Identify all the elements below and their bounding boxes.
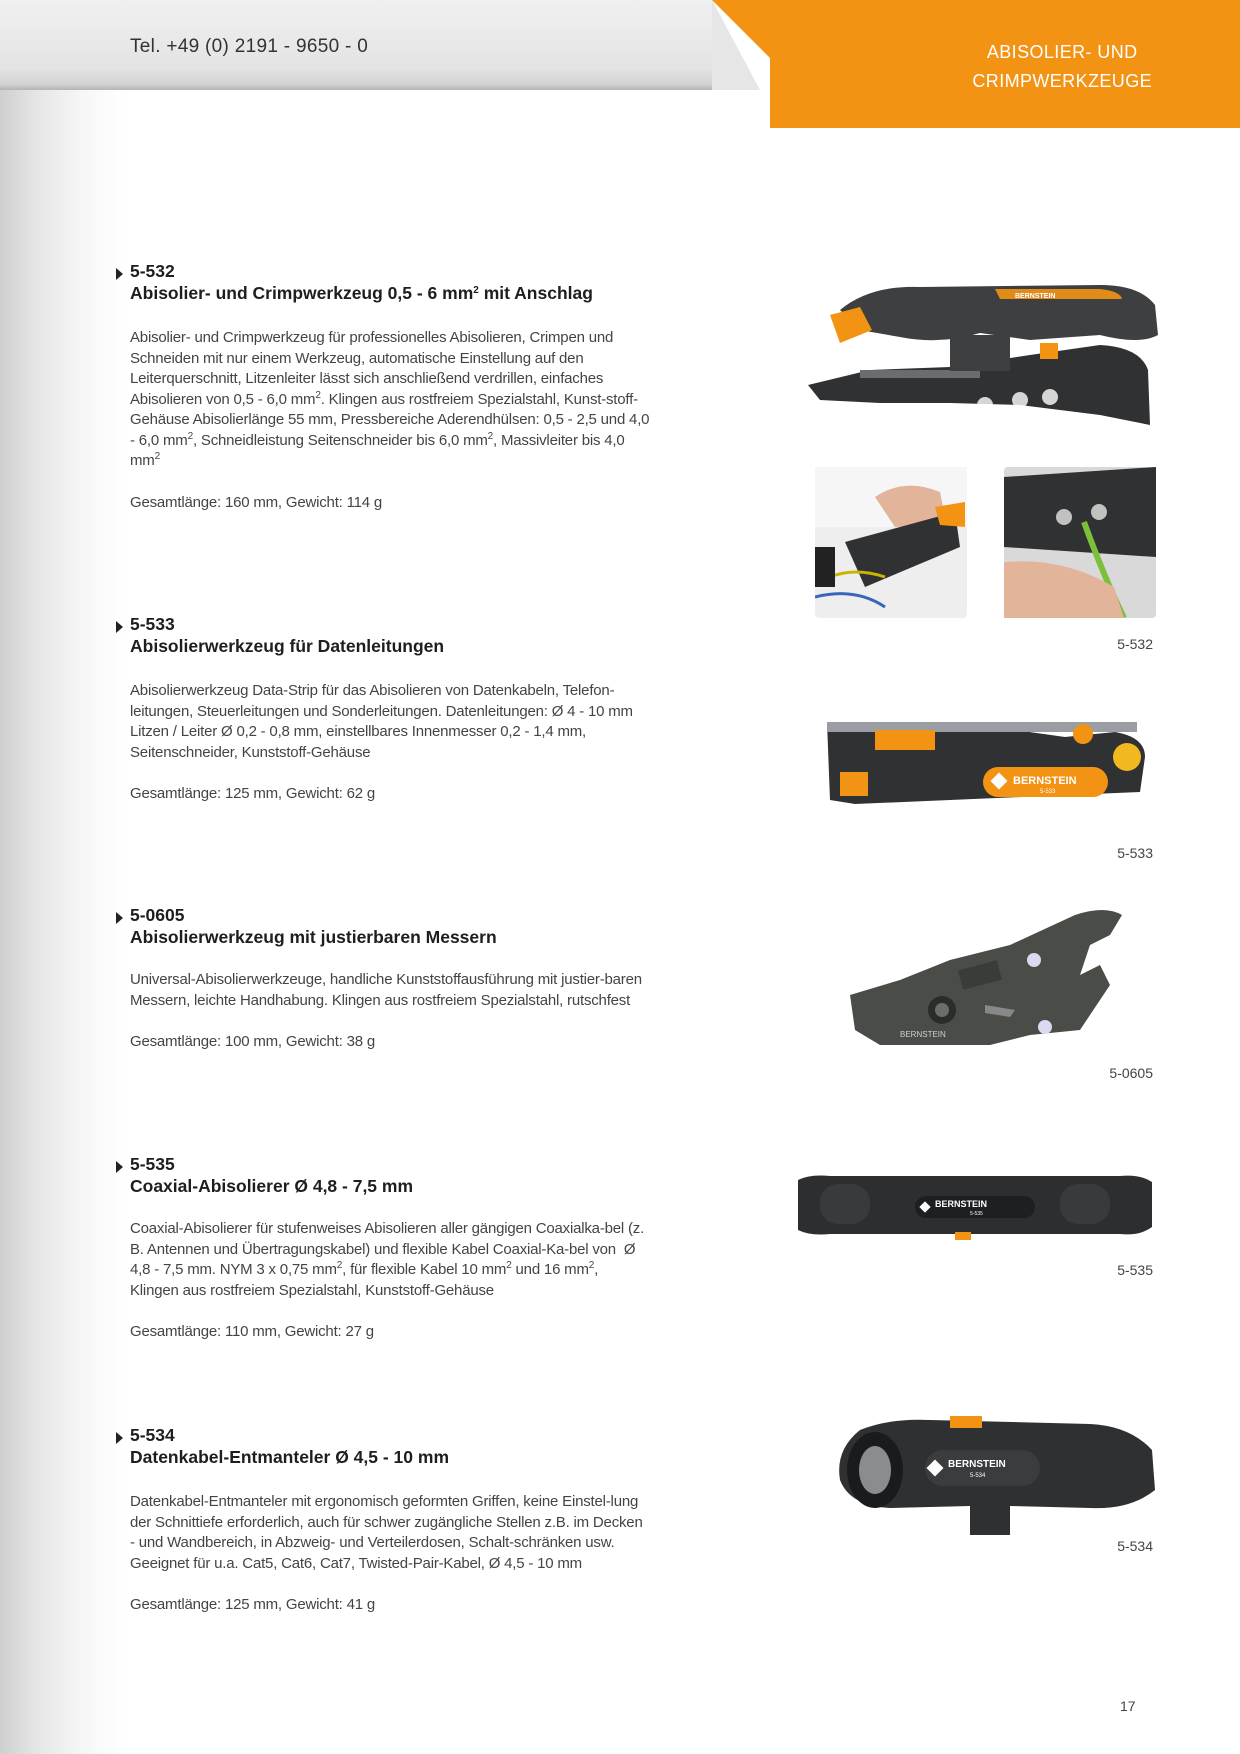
product-5-0605 (116, 905, 656, 1050)
section-title-line1: ABISOLIER- UND (986, 42, 1138, 62)
product-description: Coaxial-Abisolierer für stufenweises Abisolieren aller gängigen Coaxialka-bel (z. B. Antennen und Übertragungskabel) und flexible Kabel Coaxial-Ka-bel von Ø 4,8 - 7,5 mm. NYM 3 x 0,75 $mm^2$, für flexible Kabel 10 $mm^2$ und 16 $mm^2$, Klingen aus rostfreiem Spezialstahl, Kunststoff-Gehäuse (130, 1220, 645, 1299)
product-image-5-535 (790, 1172, 1155, 1247)
product-image-5-532 (800, 275, 1165, 440)
product-5-534 (116, 1425, 656, 1613)
tool-logo-text: BERNSTEIN (1015, 293, 1056, 300)
product-title: Abisolier- und Crimpwerkzeug 0,5 - 6 $mm^2$ mit Anschlag (130, 283, 593, 303)
tool-logo-text: BERNSTEIN (948, 1459, 1006, 1470)
bullet-arrow-icon (116, 621, 123, 633)
image-caption-5-533: 5-533 (1117, 845, 1153, 861)
product-specs: Gesamtlänge: 110 mm, Gewicht: 27 g (130, 1323, 374, 1340)
bullet-arrow-icon (116, 1432, 123, 1444)
product-specs: Gesamtlänge: 160 mm, Gewicht: 114 g (130, 493, 383, 511)
product-number: 5-532 (130, 261, 175, 281)
product-5-533 (116, 614, 656, 802)
product-image-5-0605 (840, 905, 1125, 1055)
product-photo-in-use-2 (1004, 467, 1156, 618)
product-description: Datenkabel-Entmanteler mit ergonomisch geformten Griffen, keine Einstel-lung der Schnittiefe erforderlich, auch für schwer zugängliche Stellen z.B. im Decken - und Wandbereich, in Abzweig- und Verteilerdosen, Schalt-schränken usw. Geeignet für u.a. Cat5, Cat6, Cat7, Twisted-Pair-Kabel, Ø 4,5 - 10 mm (130, 1493, 643, 1572)
product-specs: Gesamtlänge: 125 mm, Gewicht: 41 g (130, 1596, 375, 1613)
product-number: 5-0605 (130, 905, 185, 925)
page-side-shadow (0, 0, 125, 1754)
section-title-line2: CRIMPWERKZEUGE (972, 71, 1152, 91)
header-phone: Tel. +49 (0) 2191 - 9650 - 0 (130, 36, 369, 57)
product-5-532 (116, 261, 656, 511)
product-description: Abisolierwerkzeug Data-Strip für das Abisolieren von Datenkabeln, Telefon-leitungen, Steuerleitungen und Sonderleitungen. Datenleitungen: Ø 4 - 10 mm Litzen / Leiter Ø 0,2 - 0,8 mm, einstellbares Innenmesser 0,2 - 1,4 mm, Seitenschneider, Kunststoff-Gehäuse (130, 682, 633, 761)
product-title: Abisolierwerkzeug mit justierbaren Messern (130, 927, 497, 947)
product-title: Datenkabel-Entmanteler Ø 4,5 - 10 mm (130, 1447, 449, 1467)
product-number: 5-535 (130, 1154, 175, 1174)
product-specs: Gesamtlänge: 125 mm, Gewicht: 62 g (130, 785, 375, 802)
tool-logo-text: BERNSTEIN (935, 1199, 988, 1209)
tool-logo-text: BERNSTEIN (900, 1030, 946, 1039)
image-caption-5-0605: 5-0605 (1109, 1065, 1153, 1081)
product-description: Abisolier- und Crimpwerkzeug für professionelles Abisolieren, Crimpen und Schneiden mit nur einem Werkzeug, automatische Einstellung auf den Leiterquerschnitt, Litzenleiter lässt sich anschließend verdrillen, einfaches Abisolieren von 0,5 - 6,0 $mm^2$. Klingen aus rostfreiem Spezialstahl, Kunst-stoff-Gehäuse Abisolierlänge 55 mm, Pressbereiche Aderendhülsen: 0,5 - 2,5 und 4,0 - 6,0 $mm^2$, Schneidleistung Seitenschneider bis 6,0 $mm^2$, Massivleiter bis 4,0 $mm^2$ (130, 329, 650, 469)
tool-logo-model: 5-535 (970, 1211, 983, 1217)
tool-logo-model: 5-534 (970, 1473, 986, 1479)
bullet-arrow-icon (116, 912, 123, 924)
product-specs: Gesamtlänge: 100 mm, Gewicht: 38 g (130, 1033, 375, 1050)
product-title: Coaxial-Abisolierer Ø 4,8 - 7,5 mm (130, 1176, 414, 1196)
product-number: 5-533 (130, 614, 175, 634)
product-number: 5-534 (130, 1425, 175, 1445)
product-image-5-533 (815, 712, 1160, 812)
image-caption-5-532: 5-532 (1117, 636, 1153, 652)
tool-logo-text: BERNSTEIN (1013, 775, 1077, 787)
image-caption-5-535: 5-535 (1117, 1262, 1153, 1278)
page-number: 17 (1120, 1698, 1136, 1714)
section-title (972, 38, 1152, 96)
bullet-arrow-icon (116, 1161, 123, 1173)
product-5-535 (116, 1154, 656, 1340)
tool-logo-model: 5-533 (1040, 789, 1056, 795)
bullet-arrow-icon (116, 268, 123, 280)
product-photo-in-use-1 (815, 467, 967, 618)
product-title: Abisolierwerkzeug für Datenleitungen (130, 636, 445, 656)
product-description: Universal-Abisolierwerkzeuge, handliche Kunststoffausführung mit justier-baren Messern, leichte Handhabung. Klingen aus rostfreiem Spezialstahl, rutschfest (130, 971, 642, 1009)
product-image-5-534 (830, 1410, 1160, 1540)
image-caption-5-534: 5-534 (1117, 1538, 1153, 1554)
